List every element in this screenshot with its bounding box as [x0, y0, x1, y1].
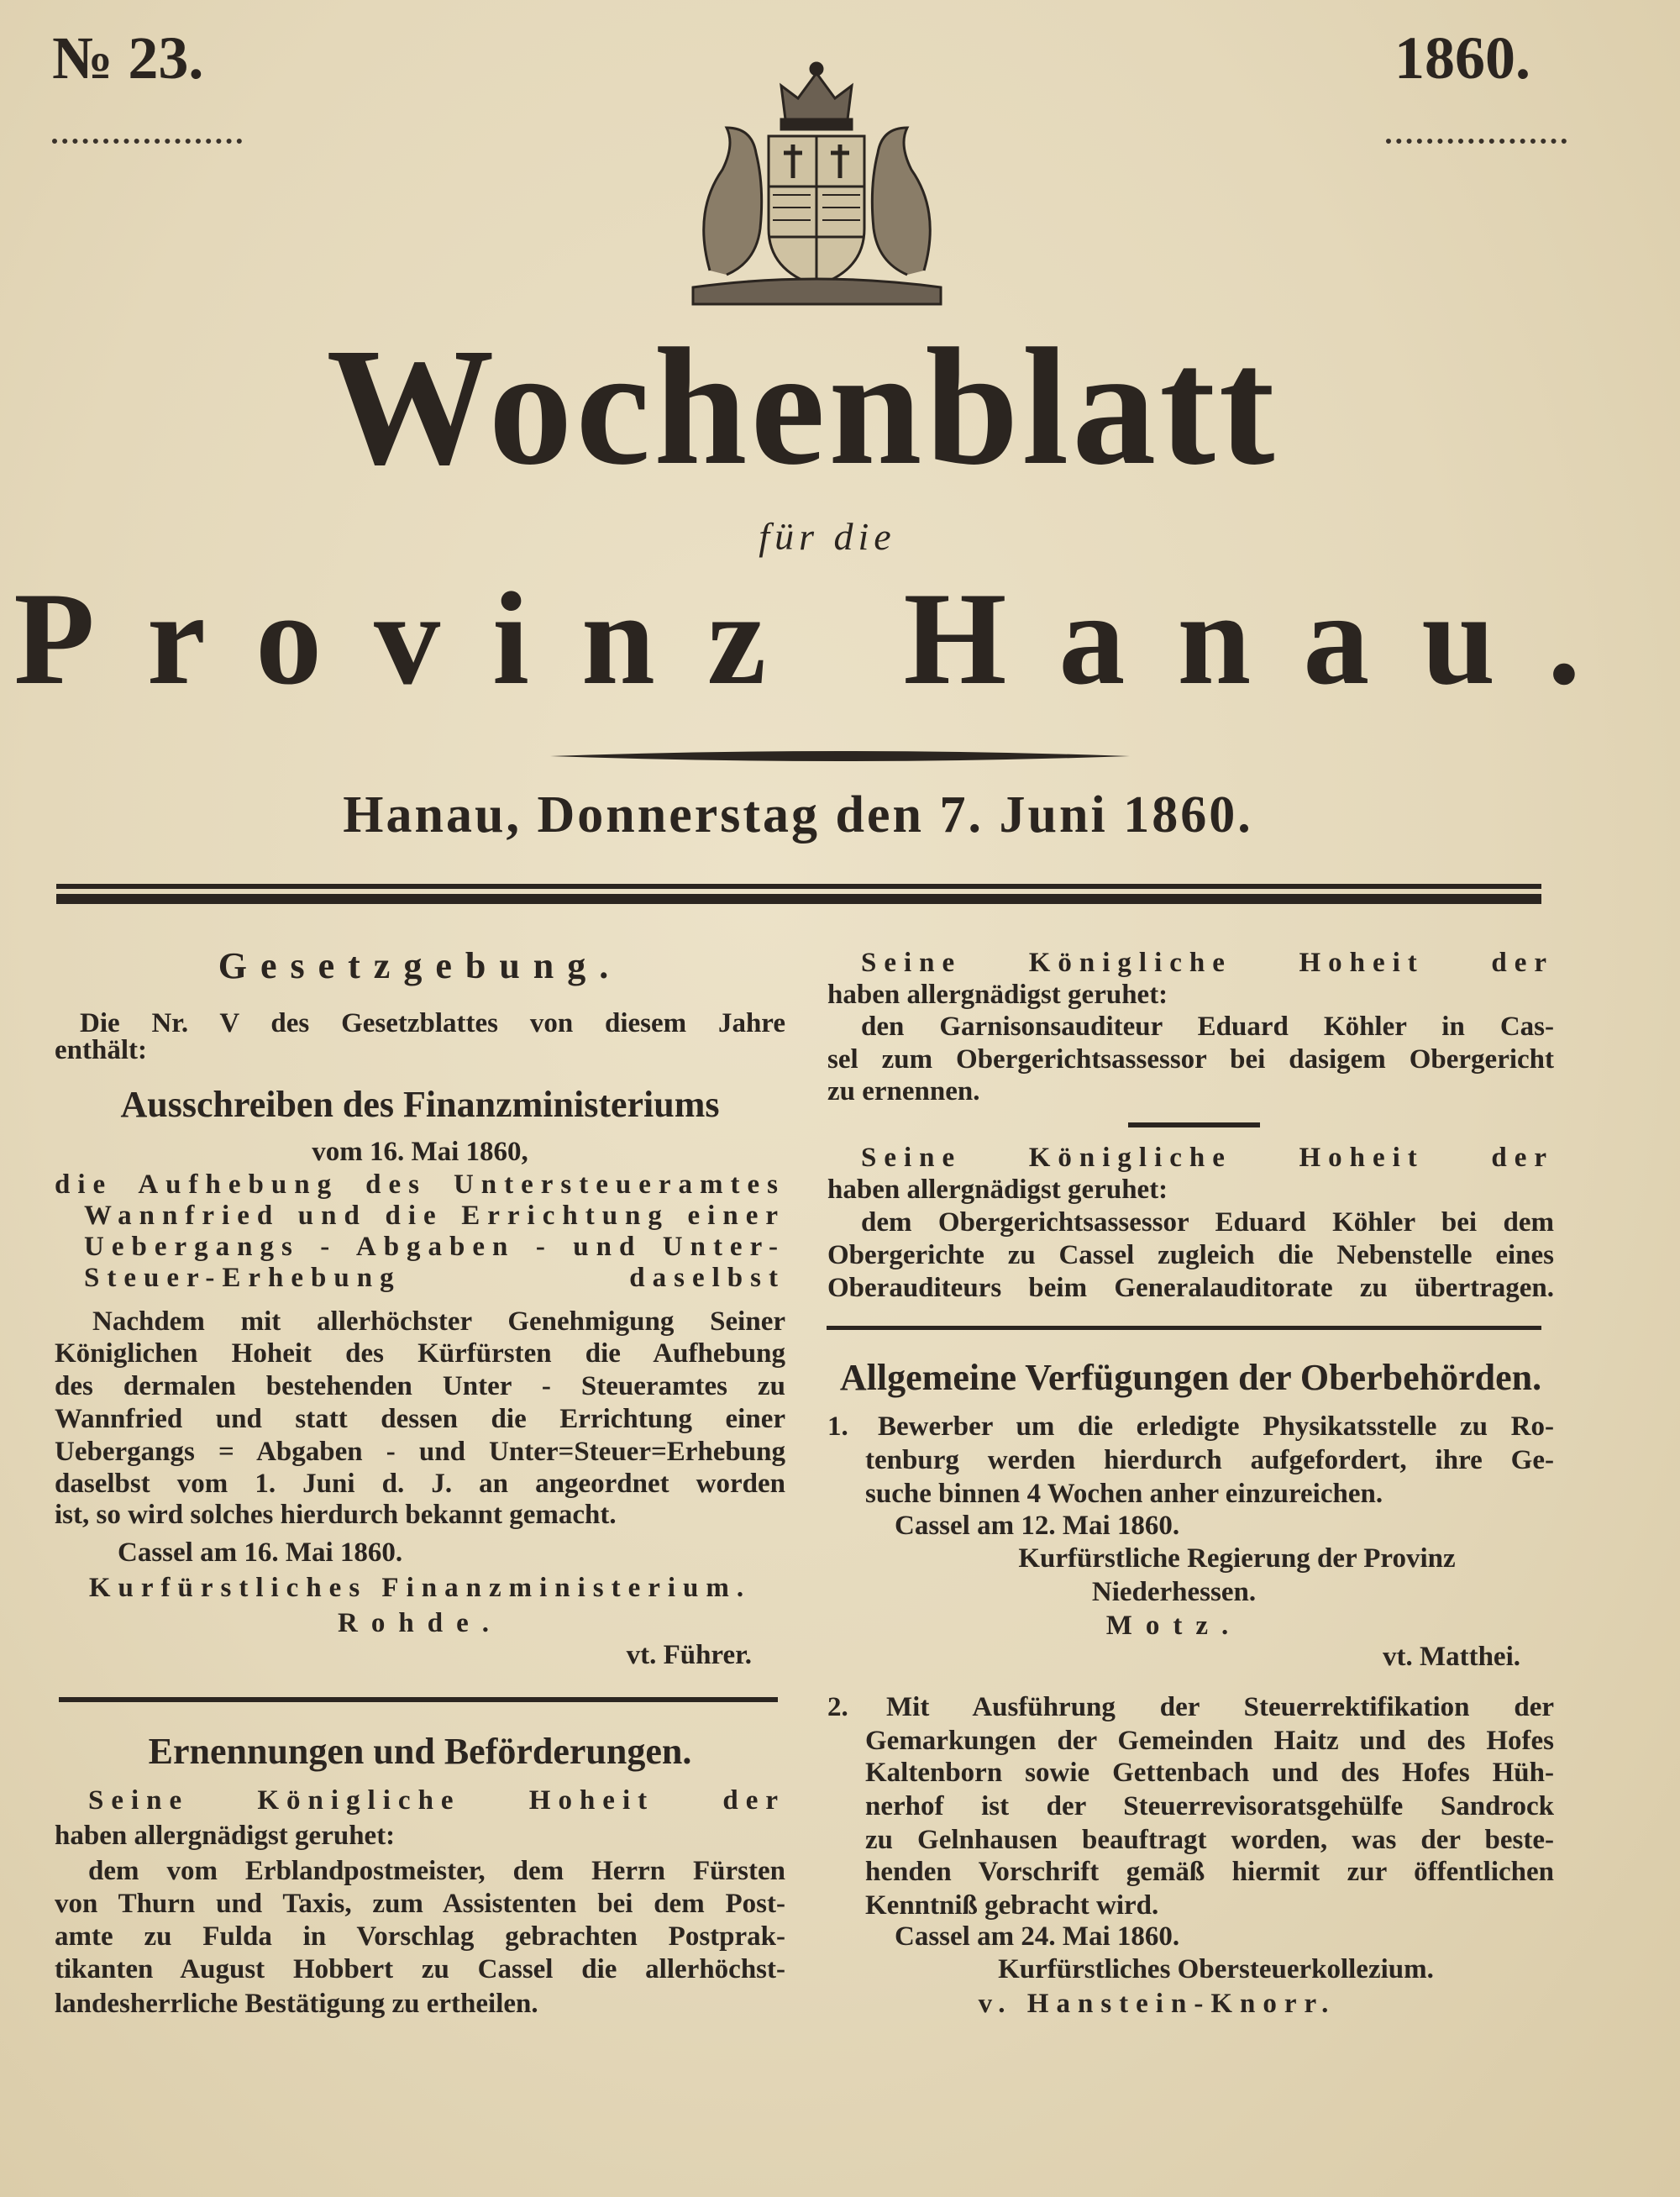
newspaper-subtitle: für die: [759, 515, 896, 558]
issuing-authority: Kurfürstliches Finanzministerium.: [88, 1573, 752, 1603]
paragraph-line: nerhof ist der Steuerrevisoratsgehülfe Sandrock: [865, 1791, 1554, 1821]
countersignature: vt. Matthei.: [1382, 1642, 1520, 1672]
section-divider: [827, 1326, 1541, 1330]
paragraph-line: Die Nr. V des Gesetzblattes von diesem Jahre: [80, 1008, 785, 1038]
paragraph-line: haben allergnädigst geruhet:: [827, 980, 1168, 1010]
paragraph-line: amte zu Fulda in Vorschlag gebrachten Postprak-: [55, 1921, 785, 1952]
section-heading: Allgemeine Verfügungen der Oberbehörden.: [839, 1357, 1542, 1398]
paragraph-line: von Thurn und Taxis, zum Assistenten bei dem Post-: [55, 1889, 785, 1919]
paragraph-line: haben allergnädigst geruhet:: [55, 1821, 396, 1851]
paragraph-line: zu ernennen.: [827, 1076, 980, 1106]
item-number: 1.: [827, 1411, 848, 1442]
paragraph-line: suche binnen 4 Wochen anher einzureichen.: [865, 1479, 1383, 1509]
decree-subject-line: die Aufhebung des Untersteueramtes: [55, 1169, 785, 1200]
paragraph-line: haben allergnädigst geruhet:: [827, 1175, 1168, 1205]
year-underline: [1386, 139, 1567, 144]
decree-subject-line: Wannfried und die Errichtung einer: [84, 1201, 785, 1231]
newspaper-title: Wochenblatt: [326, 314, 1278, 500]
paragraph-line: sel zum Obergerichtsassessor bei dasigem Obergericht: [827, 1044, 1554, 1075]
paragraph-line: ist, so wird solches hierdurch bekannt gemacht.: [55, 1500, 617, 1530]
item-number: 2.: [827, 1692, 848, 1722]
issue-year: 1860.: [1394, 24, 1530, 92]
signature: Motz.: [1105, 1611, 1242, 1641]
paragraph-line: daselbst vom 1. Juni d. J. an angeordnet worden: [55, 1469, 785, 1499]
paragraph-line: landesherrliche Bestätigung zu ertheilen.: [55, 1989, 538, 2019]
ornament-divider: [550, 746, 1130, 766]
paragraph-line: tikanten August Hobbert zu Cassel die allerhöchst-: [55, 1954, 785, 1984]
paragraph-line: Kaltenborn sowie Gettenbach und des Hofes Hüh-: [865, 1758, 1554, 1788]
paragraph-line: Bewerber um die erledigte Physikatsstelle zu Ro-: [878, 1411, 1554, 1442]
issuing-authority: Kurfürstliches Obersteuerkollezium.: [998, 1954, 1434, 1984]
paragraph-line: zu Gelnhausen beauftragt worden, was der beste-: [865, 1825, 1554, 1855]
paragraph-line: Seine Königliche Hoheit der: [861, 948, 1554, 978]
issue-number: № 23.: [52, 24, 204, 92]
decree-date: vom 16. Mai 1860,: [312, 1137, 528, 1167]
paragraph-line: den Garnisonsauditeur Eduard Köhler in Cas-: [861, 1012, 1554, 1042]
masthead-rule-bottom: [56, 894, 1541, 904]
paragraph-line: des dermalen bestehenden Unter - Steueramtes zu: [55, 1371, 785, 1401]
place-date: Cassel am 24. Mai 1860.: [895, 1921, 1180, 1952]
decree-title: Ausschreiben des Finanzministeriums: [120, 1084, 720, 1125]
issuing-authority: Niederhessen.: [1091, 1577, 1257, 1607]
paragraph-line: Mit Ausführung der Steuerrektifikation der: [886, 1692, 1554, 1722]
paragraph-line: Gemarkungen der Gemeinden Haitz und des Hofes: [865, 1726, 1554, 1756]
place-date: Cassel am 12. Mai 1860.: [895, 1511, 1180, 1541]
masthead-rule-top: [56, 884, 1541, 889]
paragraph-line: dem vom Erblandpostmeister, dem Herrn Fürsten: [88, 1856, 785, 1886]
decree-subject-line: Uebergangs - Abgaben - und Unter-: [84, 1232, 785, 1262]
paragraph-line: Seine Königliche Hoheit der: [88, 1785, 785, 1816]
signature: Rohde.: [338, 1608, 502, 1638]
newspaper-province: Provinz Hanau.: [13, 565, 1633, 712]
signature: v. Hanstein-Knorr.: [978, 1989, 1336, 2019]
paragraph-line: Seine Königliche Hoheit der: [861, 1143, 1554, 1173]
section-divider: [59, 1697, 778, 1702]
paragraph-line: dem Obergerichtsassessor Eduard Köhler bei dem: [861, 1207, 1554, 1238]
dateline: Hanau, Donnerstag den 7. Juni 1860.: [343, 786, 1253, 844]
paragraph-line: Wannfried und statt dessen die Errichtung einer: [55, 1404, 785, 1434]
paragraph-line: Königlichen Hoheit des Kürfürsten die Aufhebung: [55, 1338, 785, 1369]
countersignature: vt. Führer.: [626, 1640, 752, 1670]
paragraph-line: henden Vorschrift gemäß hiermit zur öffentlichen: [865, 1857, 1554, 1887]
paragraph-line: Oberauditeurs beim Generalauditorate zu übertragen.: [827, 1273, 1554, 1303]
paragraph-line: Nachdem mit allerhöchster Genehmigung Seiner: [92, 1306, 785, 1337]
coat-of-arms-icon: [676, 60, 958, 317]
issuing-authority: Kurfürstliche Regierung der Provinz: [1018, 1543, 1456, 1574]
section-heading: Ernennungen und Beförderungen.: [148, 1731, 692, 1772]
place-date: Cassel am 16. Mai 1860.: [118, 1537, 403, 1568]
paragraph-line: Kenntniß gebracht wird.: [865, 1890, 1159, 1921]
issue-number-underline: [52, 139, 242, 144]
paragraph-line: Obergerichte zu Cassel zugleich die Nebenstelle eines: [827, 1240, 1554, 1270]
short-divider: [1128, 1122, 1260, 1127]
decree-subject-line: Steuer-Erhebung daselbst: [84, 1263, 785, 1293]
paragraph-line: enthält:: [55, 1035, 147, 1065]
paragraph-line: tenburg werden hierdurch aufgefordert, ihre Ge-: [865, 1445, 1554, 1475]
section-heading: Gesetzgebung.: [218, 945, 622, 986]
paragraph-line: Uebergangs = Abgaben - und Unter=Steuer=Erhebung: [55, 1437, 785, 1467]
